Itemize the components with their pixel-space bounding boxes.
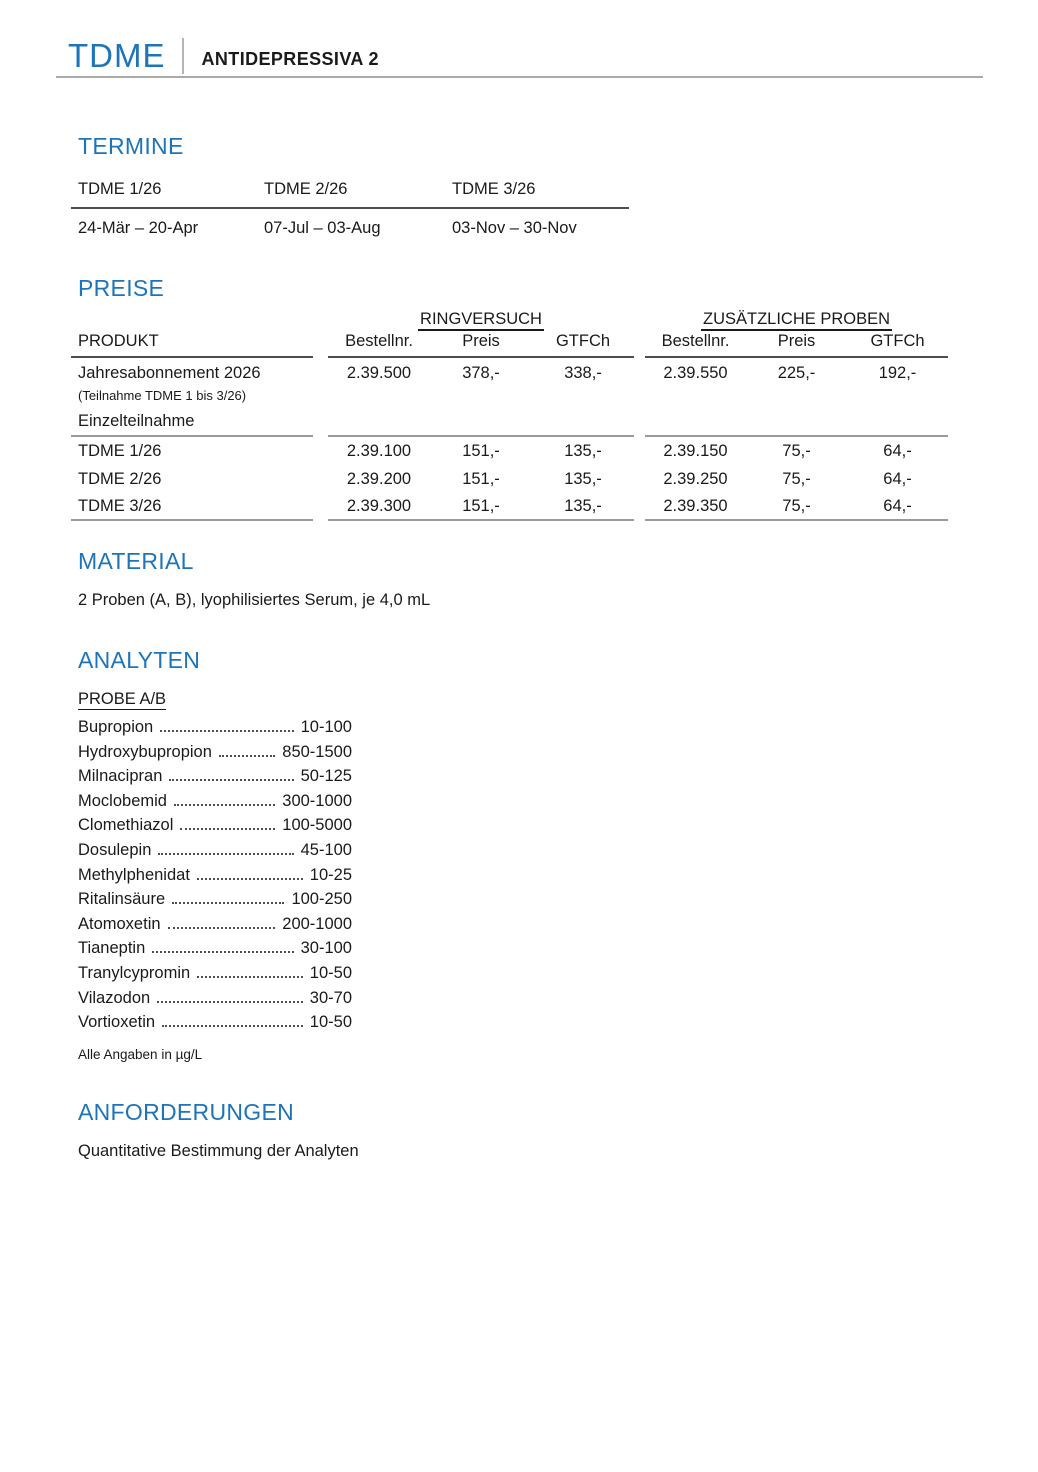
termine-table [71, 176, 629, 244]
col-preis-2: Preis [746, 332, 847, 358]
col-bestellnr-2: Bestellnr. [645, 332, 746, 358]
dotted-leader [180, 828, 275, 830]
preise-heading: PREISE [78, 275, 165, 301]
analyte-list [78, 715, 352, 1035]
dotted-leader [168, 927, 276, 929]
analyte-row: Moclobemid 300-1000 [78, 791, 352, 810]
abo-preis-1: 378,- [462, 363, 500, 382]
section-analyten [0, 646, 1038, 1062]
abo-bestellnr-1: 2.39.500 [346, 363, 412, 382]
group-ringversuch: RINGVERSUCH [328, 310, 634, 332]
anforderungen-heading: ANFORDERUNGEN [78, 1098, 295, 1125]
anforderungen-text: Quantitative Bestimmung der Analyten [78, 1141, 359, 1160]
analyte-row: Vortioxetin 10-50 [78, 1013, 352, 1032]
dotted-leader [174, 804, 275, 806]
section-termine [0, 132, 1038, 244]
analyte-row: Vilazodon 30-70 [78, 988, 352, 1007]
termine-dates-row [71, 209, 629, 244]
price-row-abo [71, 358, 1038, 388]
analyten-heading: ANALYTEN [78, 647, 201, 673]
abo-gtfch-2: 192,- [878, 363, 917, 382]
material-heading: MATERIAL [78, 548, 194, 574]
analyte-row: Bupropion 10-100 [78, 718, 352, 736]
units-footnote: Alle Angaben in µg/L [78, 1046, 203, 1062]
price-column-header-row [71, 332, 1038, 358]
section-material [0, 547, 1038, 610]
termine-heading: TERMINE [78, 133, 184, 159]
analyte-row: Hydroxybupropion 850-1500 [78, 742, 352, 761]
price-row-abo-note [71, 388, 1038, 408]
abo-gtfch-1: 338,- [564, 363, 602, 382]
termine-col-1: TDME 1/26 [78, 180, 162, 198]
col-produkt: PRODUKT [71, 332, 313, 358]
col-preis-1: Preis [430, 332, 532, 358]
price-row-tdme-2-26: TDME 2/26 2.39.200 151,- 135,- 2.39.250 75,- 64,- [78, 469, 912, 488]
dotted-leader [160, 730, 293, 732]
material-text: 2 Proben (A, B), lyophilisiertes Serum, je 4,0 mL [78, 591, 431, 609]
price-table [71, 310, 1038, 521]
termine-date-2: 07-Jul – 03-Aug [264, 219, 381, 237]
analyte-row: Ritalinsäure 100-250 [78, 890, 352, 909]
abo-bestellnr-2: 2.39.550 [663, 363, 728, 382]
dotted-leader [197, 878, 303, 880]
section-preise [0, 274, 1038, 521]
einzelteilnahme-label: Einzelteilnahme [71, 408, 313, 437]
analyte-row: Atomoxetin 200-1000 [78, 914, 352, 933]
dotted-leader [157, 1001, 303, 1003]
dotted-leader [172, 902, 284, 904]
section-anforderungen [0, 1098, 1038, 1161]
price-group-header-row [71, 310, 1038, 332]
termine-col-2: TDME 2/26 [264, 180, 348, 198]
probe-label: PROBE A/B [78, 690, 167, 708]
dotted-leader [219, 755, 275, 757]
col-gtfch-1: GTFCh [532, 332, 634, 358]
analyte-row: Milnacipran 50-125 [78, 767, 352, 786]
termine-date-3: 03-Nov – 30-Nov [452, 219, 577, 237]
page-header [0, 0, 1038, 78]
header-divider [182, 38, 184, 74]
col-bestellnr-1: Bestellnr. [328, 332, 430, 358]
abo-preis-2: 225,- [777, 363, 816, 382]
dotted-leader [197, 976, 303, 978]
price-row-tdme-3-26: TDME 3/26 2.39.300 151,- 135,- 2.39.350 75,- 64,- [71, 493, 1038, 521]
group-zusaetzliche-proben: ZUSÄTZLICHE PROBEN [645, 310, 948, 332]
dotted-leader [169, 779, 293, 781]
analyte-row: Tranylcypromin 10-50 [78, 963, 352, 982]
dotted-leader [162, 1025, 303, 1027]
abo-product: Jahresabonnement 2026 [78, 363, 261, 382]
header-rule [56, 76, 983, 78]
termine-col-3: TDME 3/26 [452, 180, 536, 198]
analyte-row: Methylphenidat 10-25 [78, 865, 352, 884]
termine-header-row [71, 176, 629, 207]
price-row-einzelteilnahme [71, 408, 1038, 437]
scheme-title: ANTIDEPRESSIVA 2 [201, 48, 379, 69]
dotted-leader [158, 853, 293, 855]
termine-date-1: 24-Mär – 20-Apr [78, 219, 199, 237]
col-gtfch-2: GTFCh [847, 332, 948, 358]
analyte-row: Dosulepin 45-100 [78, 840, 352, 859]
brand-logo: TDME [68, 37, 166, 74]
abo-note: (Teilnahme TDME 1 bis 3/26) [78, 388, 247, 403]
analyte-row: Tianeptin 30-100 [78, 939, 352, 958]
analyte-row: Clomethiazol 100-5000 [78, 816, 352, 835]
dotted-leader [152, 951, 293, 953]
price-row-tdme-1-26: TDME 1/26 2.39.100 151,- 135,- 2.39.150 75,- 64,- [78, 441, 912, 460]
